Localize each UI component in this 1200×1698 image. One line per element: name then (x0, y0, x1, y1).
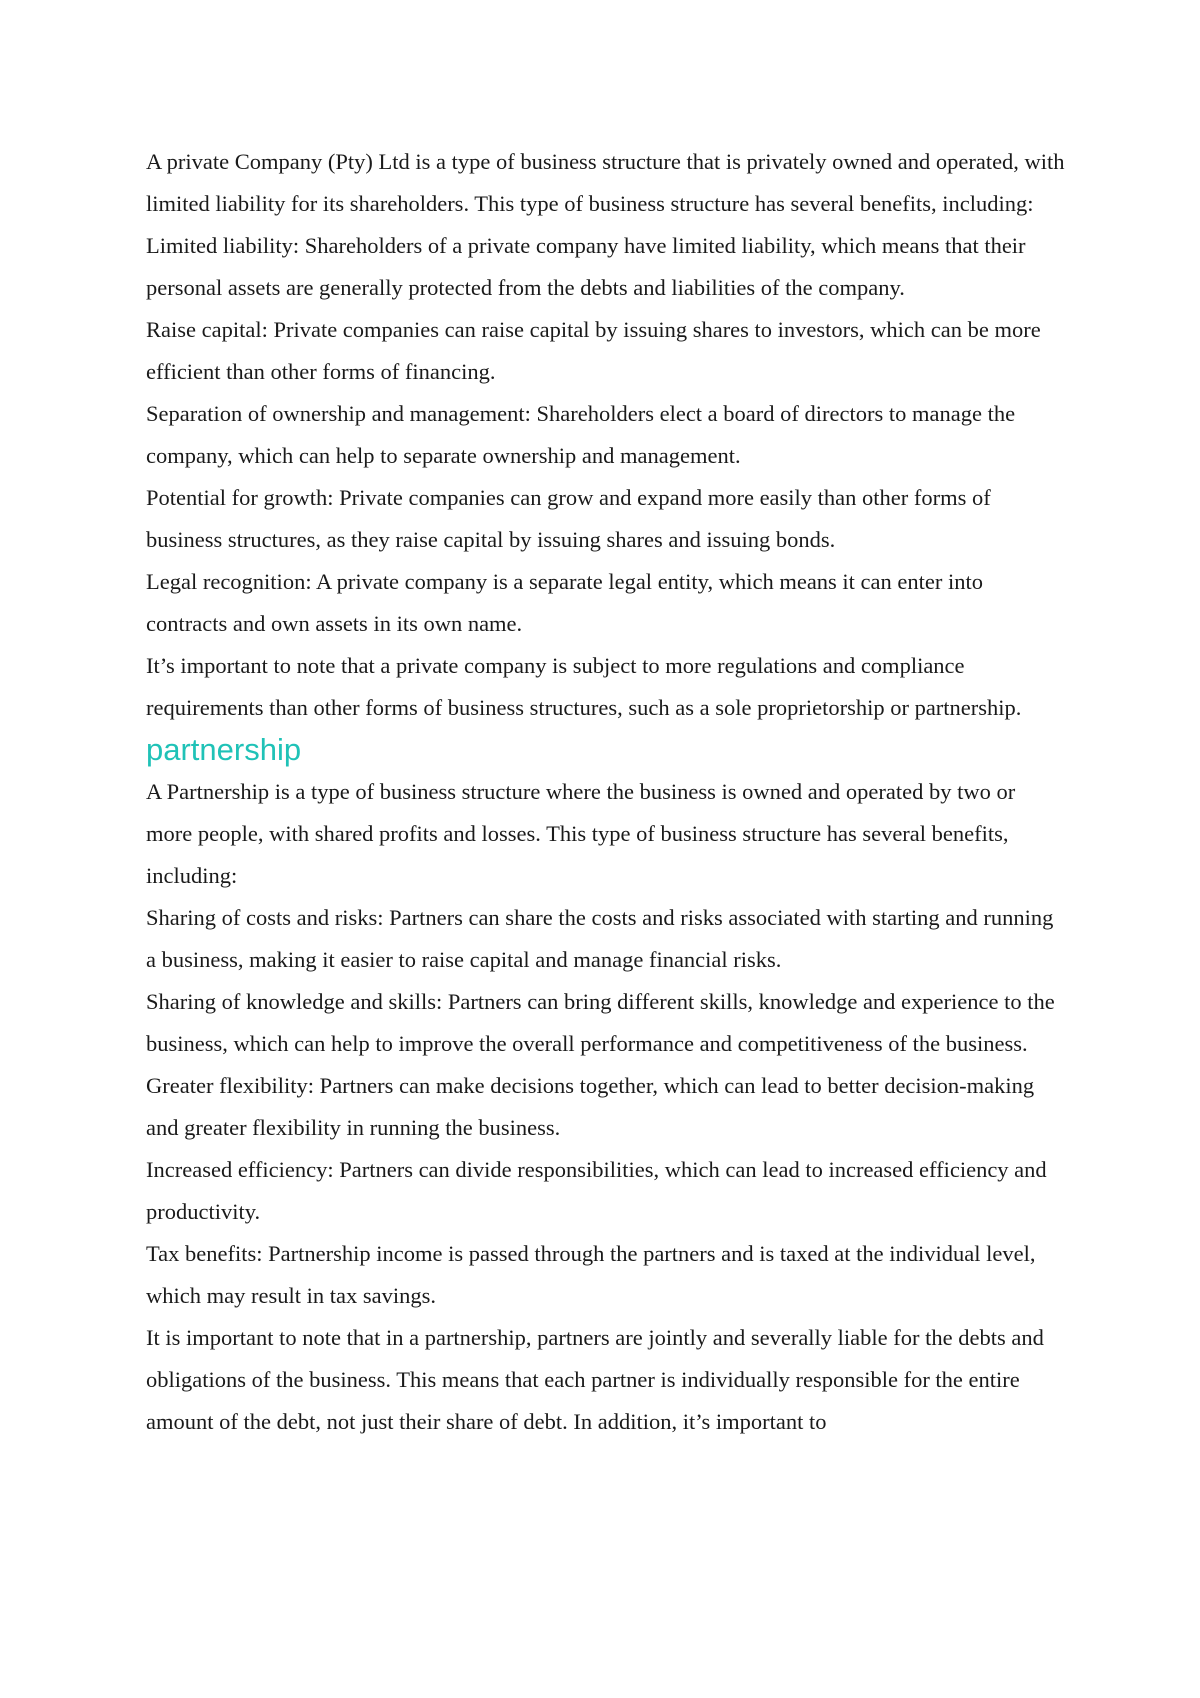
section-heading-partnership: partnership (146, 732, 302, 767)
paragraph-tax-benefits: Tax benefits: Partnership income is passed through the partners and is taxed at the individual level, which may result in tax savings. (146, 1241, 1036, 1308)
document-body (146, 141, 1066, 1443)
paragraph-sharing-costs: Sharing of costs and risks: Partners can share the costs and risks associated with starting and running a business, making it easier to raise capital and manage financial risks. (146, 905, 1054, 972)
paragraph-partnership-intro: A Partnership is a type of business structure where the business is owned and operated by two or more people, with shared profits and losses. This type of business structure has several benefits, including: (146, 779, 1016, 888)
paragraph-intro: A private Company (Pty) Ltd is a type of business structure that is privately owned and operated, with limited liability for its shareholders. This type of business structure has several benefits, including: (146, 149, 1065, 216)
paragraph-raise-capital: Raise capital: Private companies can raise capital by issuing shares to investors, which can be more efficient than other forms of financing. (146, 317, 1041, 384)
paragraph-increased-efficiency: Increased efficiency: Partners can divide responsibilities, which can lead to increased efficiency and productivity. (146, 1157, 1047, 1224)
paragraph-partnership-liability-note: It is important to note that in a partnership, partners are jointly and severally liable for the debts and obligations of the business. This means that each partner is individually responsible for the entire amount of the debt, not just their share of debt. In addition, it’s important to (146, 1325, 1044, 1434)
paragraph-separation-of-ownership: Separation of ownership and management: Shareholders elect a board of directors to manage the company, which can help to separate ownership and management. (146, 401, 1016, 468)
paragraph-greater-flexibility: Greater flexibility: Partners can make decisions together, which can lead to better decision-making and greater flexibility in running the business. (146, 1073, 1035, 1140)
paragraph-legal-recognition: Legal recognition: A private company is a separate legal entity, which means it can enter into contracts and own assets in its own name. (146, 569, 984, 636)
paragraph-sharing-knowledge: Sharing of knowledge and skills: Partners can bring different skills, knowledge and experience to the business, which can help to improve the overall performance and competitiveness of the business. (146, 989, 1055, 1056)
paragraph-private-company-note: It’s important to note that a private company is subject to more regulations and compliance requirements than other forms of business structures, such as a sole proprietorship or partnership. (146, 653, 1022, 720)
paragraph-potential-for-growth: Potential for growth: Private companies can grow and expand more easily than other forms of business structures, as they raise capital by issuing shares and issuing bonds. (146, 485, 991, 552)
paragraph-limited-liability: Limited liability: Shareholders of a private company have limited liability, which means that their personal assets are generally protected from the debts and liabilities of the company. (146, 233, 1026, 300)
